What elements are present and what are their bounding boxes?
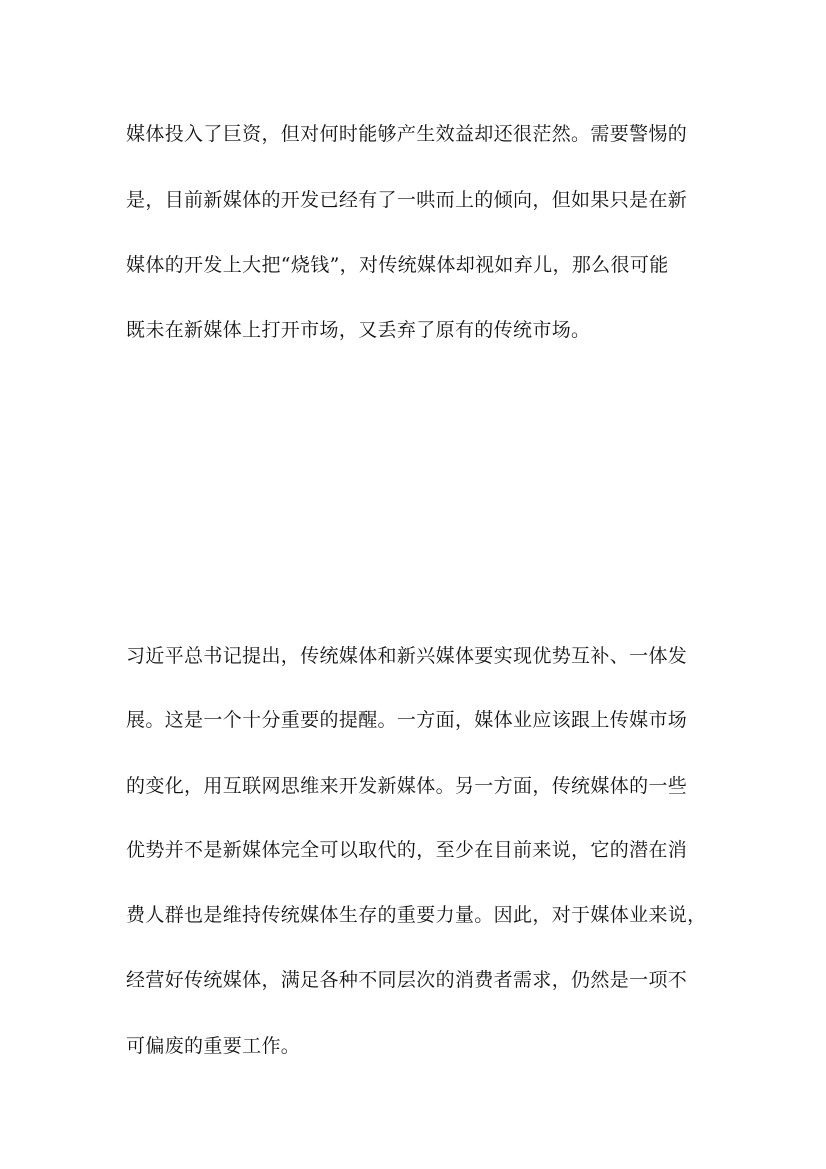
paragraph-line: 既未在新媒体上打开市场，又丢弃了原有的传统市场。 — [126, 319, 591, 341]
paragraph-line: 优势并不是新媒体完全可以取代的，至少在目前来说，它的潜在消 — [126, 839, 688, 861]
paragraph-line: 习近平总书记提出，传统媒体和新兴媒体要实现优势互补、一体发 — [126, 645, 688, 667]
paragraph-line: 的变化，用互联网思维来开发新媒体。另一方面，传统媒体的一些 — [126, 775, 688, 797]
paragraph-line: 展。这是一个十分重要的提醒。一方面，媒体业应该跟上传媒市场 — [126, 709, 688, 731]
paragraph-line: 经营好传统媒体，满足各种不同层次的消费者需求，仍然是一项不 — [126, 969, 688, 991]
paragraph-line: 媒体投入了巨资，但对何时能够产生效益却还很茫然。需要警惕的 — [126, 123, 688, 145]
paragraph-line: 可偏废的重要工作。 — [126, 1035, 301, 1057]
paragraph-line: 费人群也是维持传统媒体生存的重要力量。因此，对于媒体业来说， — [126, 904, 707, 926]
paragraph-line: 媒体的开发上大把“烧钱”，对传统媒体却视如弃儿，那么很可能 — [126, 254, 669, 276]
paragraph-line: 是，目前新媒体的开发已经有了一哄而上的倾向，但如果只是在新 — [126, 189, 688, 211]
